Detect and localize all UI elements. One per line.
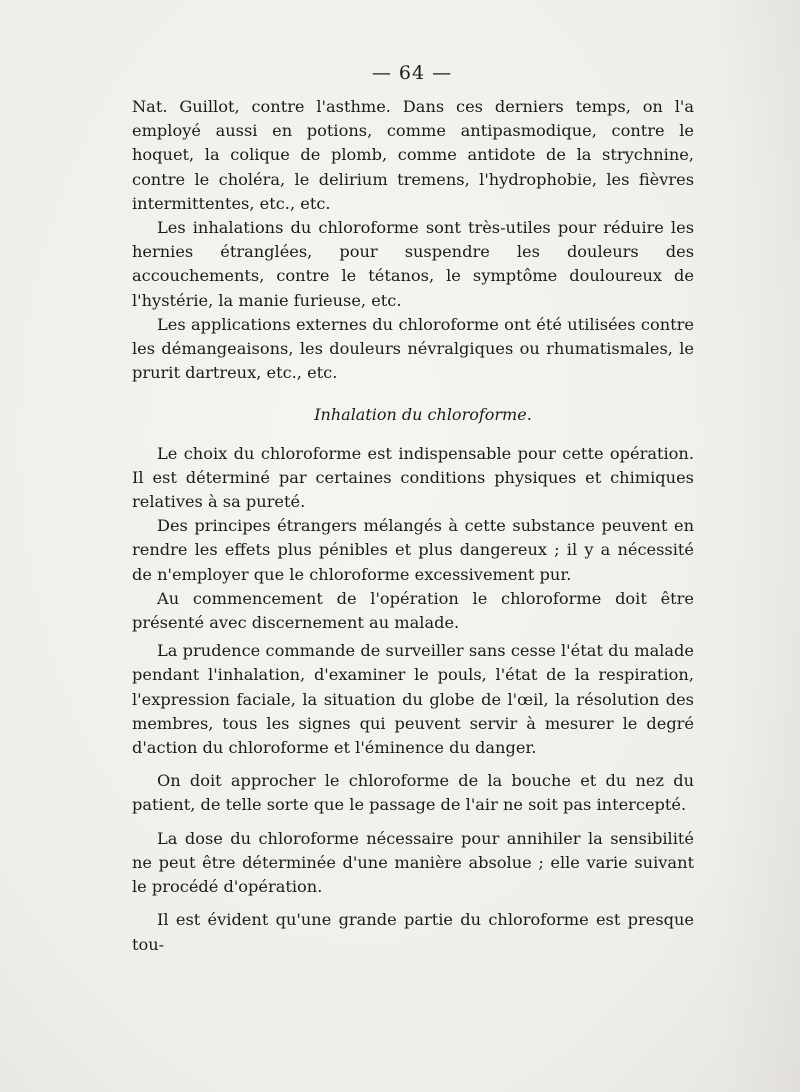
paragraph-inhalations: Les inhalations du chloroforme sont très-utiles pour réduire les hernies étranglées, pour suspendre les douleurs des accouchements, contre le tétanos, le symptôme douloureux de l'hystérie, la manie furieuse, etc. <box>132 218 694 310</box>
paragraph-evident: Il est évident qu'une grande partie du chloroforme est presque tou- <box>132 910 694 954</box>
page-number: — 64 — <box>371 62 453 84</box>
paragraph-prudence: La prudence commande de surveiller sans cesse l'état du malade pendant l'inhalation, d'examiner le pouls, l'état de la respiration, l'expression faciale, la situation du globe de l'œil, la résolution des membres, tous les signes qui peuvent servir à mesurer le degré d'action du chloroforme et l'éminence du danger. <box>132 641 694 758</box>
paragraph-choix: Le choix du chloroforme est indispensable pour cette opération. Il est déterminé par certaines conditions physiques et chimiques relatives à sa pureté. <box>132 443 694 512</box>
paragraph-applications: Les applications externes du chloroforme ont été utilisées contre les démangeaisons, les douleurs névralgiques ou rhumatismales, le prurit dartreux, etc., etc. <box>132 314 694 383</box>
section-heading: Inhalation du chloroforme. <box>314 405 532 425</box>
body-text <box>132 95 694 957</box>
page-edge-shade <box>720 0 800 1092</box>
paragraph-approcher: On doit approcher le chloroforme de la bouche et du nez du patient, de telle sorte que le passage de l'air ne soit pas intercepté. <box>132 771 694 815</box>
paragraph-dose: La dose du chloroforme nécessaire pour annihiler la sensibilité ne peut être déterminée d'une manière absolue ; elle varie suivant le procédé d'opération. <box>132 828 694 897</box>
paragraph-commencement: Au commencement de l'opération le chloroforme doit être présenté avec discernement au malade. <box>132 588 694 633</box>
paragraph-principes: Des principes étrangers mélangés à cette substance peuvent en rendre les effets plus pénibles et plus dangereux ; il y a nécessité de n'employer que le chloroforme excessivement pur. <box>132 516 694 584</box>
paragraph-continuation: Nat. Guillot, contre l'asthme. Dans ces derniers temps, on l'a employé aussi en potions, comme antipasmodique, contre le hoquet, la colique de plomb, comme antidote de la strychnine, contre le choléra, le delirium tremens, l'hydrophobie, les fièvres intermittentes, etc., etc. <box>132 97 694 213</box>
